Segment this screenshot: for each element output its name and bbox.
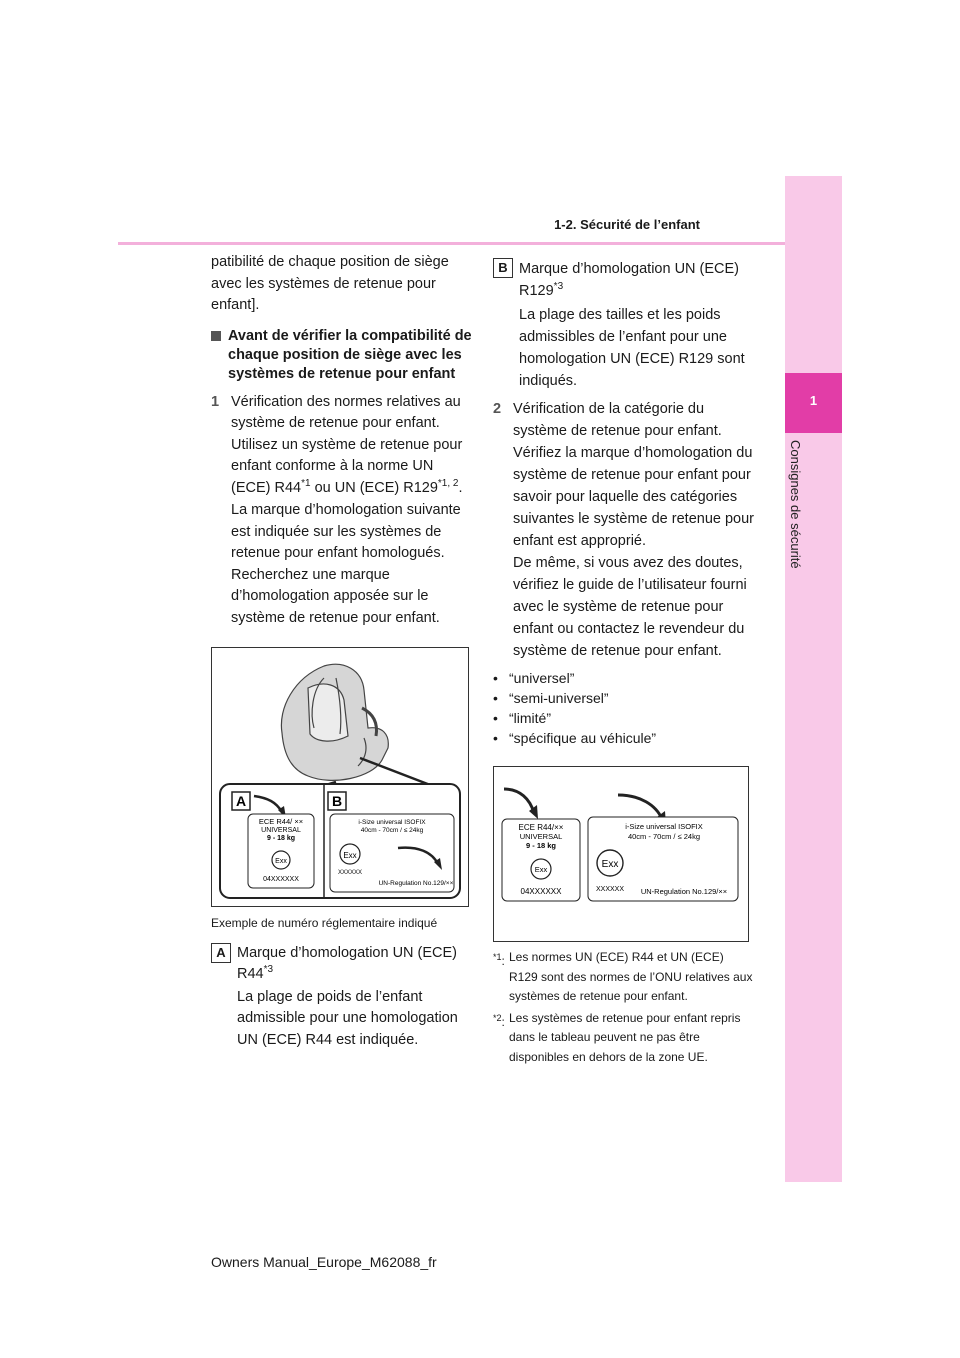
subheading-text: Avant de vérifier la compatibilité de chaque position de siège avec les systèmes de retenue pour enfant <box>228 327 472 382</box>
chapter-side-tab <box>785 176 842 1182</box>
mark-b-title: Marque d’homologation UN (ECE) R129 <box>519 261 740 299</box>
footnote-tag-text: *2 <box>493 1012 502 1023</box>
un-regulation: UN-Regulation No.129/×× <box>378 880 454 887</box>
child-seat-figure <box>211 647 469 907</box>
ece-line: UNIVERSAL <box>519 832 563 841</box>
section-title: 1-2. Sécurité de l’enfant <box>554 217 700 232</box>
mark-a-row <box>211 943 473 1052</box>
footnote-2 <box>493 1009 755 1068</box>
ece-code: 04XXXXXX <box>520 887 562 896</box>
step-line-part: ou UN (ECE) R129 <box>310 479 438 496</box>
step-line: De même, si vous avez des doutes, vérifiez le guide de l’utilisateur fourni avec le système de retenue pour enfant ou contactez le revendeur du système de retenue pour enfant. <box>513 555 747 659</box>
isize-line: 40cm - 70cm / ≤ 24kg <box>360 827 424 834</box>
isize-code: XXXXXX <box>337 870 363 876</box>
footnote-ref: *3 <box>263 964 274 975</box>
ece-line: 9 - 18 kg <box>525 841 557 850</box>
ece-line: 9 - 18 kg <box>266 835 296 842</box>
step-number: 2 <box>493 401 502 417</box>
subheading <box>211 327 473 384</box>
bullet-icon: • <box>493 690 498 706</box>
footnote-ref: *1 <box>301 477 311 489</box>
e-mark: Exx <box>601 859 619 870</box>
list-item <box>493 688 755 708</box>
right-column <box>493 258 755 1067</box>
step-line: Recherchez une marque d’homologation apposée sur le système de retenue pour enfant. <box>231 566 440 626</box>
footnote-tag: $^{*2}$: <box>493 1012 505 1029</box>
mark-b-body <box>519 258 755 392</box>
label-figure <box>493 766 749 942</box>
ece-line: ECE R44/×× <box>518 823 564 832</box>
isize-line: 40cm - 70cm / ≤ 24kg <box>627 832 701 841</box>
e-mark: Exx <box>275 858 287 865</box>
square-bullet-icon <box>211 331 221 341</box>
ece-line: ECE R44/ ×× <box>258 817 304 826</box>
footnote-text: Les systèmes de retenue pour enfant repris dans le tableau peuvent ne pas être disponibles en dehors de la zone UE. <box>509 1010 741 1064</box>
step-line: Vérification de la catégorie du système de retenue pour enfant. <box>513 401 722 439</box>
footnote-text: Les normes UN (ECE) R44 et UN (ECE) R129 sont des normes de l’ONU relatives aux systèmes de retenue pour enfant. <box>509 950 753 1003</box>
step-line: Vérification des normes relatives au système de retenue pour enfant. <box>231 393 461 431</box>
step-text <box>231 392 473 630</box>
arrow-icon <box>504 789 534 813</box>
label-b: B <box>331 793 343 809</box>
list-item-text: “limité” <box>509 710 551 726</box>
footnote-tag-text: *1 <box>493 952 502 962</box>
list-item <box>493 728 755 748</box>
step-2 <box>493 398 755 662</box>
figure-caption: Exemple de numéro réglementaire indiqué <box>211 916 438 930</box>
mark-a-line <box>237 943 473 987</box>
ece-line: UNIVERSAL <box>261 827 301 834</box>
footnote-tag: $^{*1}$: <box>493 952 505 968</box>
step-line-part: Utilisez un système de retenue pour enfant conforme à la norme UN (ECE) R44 <box>231 436 463 496</box>
isize-line: i-Size universal ISOFIX <box>358 819 426 826</box>
step-1 <box>211 392 473 630</box>
mark-a-body <box>237 943 473 1052</box>
e-mark: Exx <box>343 851 357 860</box>
list-item <box>493 708 755 728</box>
chapter-title: Consignes de sécurité <box>788 440 803 569</box>
step-line: La marque d’homologation suivante est indiquée sur les systèmes de retenue pour enfant homologués. <box>231 502 461 561</box>
mark-b-box: B <box>493 258 513 278</box>
arrow-icon <box>618 795 662 819</box>
footer-doc-id: Owners Manual_Europe_M62088_fr <box>211 1254 437 1270</box>
isize-line: i-Size universal ISOFIX <box>625 822 703 831</box>
category-list <box>493 668 755 748</box>
child-seat-illustration <box>212 648 468 906</box>
mark-b-description: La plage des tailles et les poids admissibles de l’enfant pour une homologation UN (ECE) R129 sont indiqués. <box>519 307 745 389</box>
step-text <box>513 398 755 662</box>
list-item-text: “semi-universel” <box>509 690 609 706</box>
approval-labels-illustration <box>494 767 748 941</box>
mark-a-box: A <box>211 943 231 963</box>
chapter-number: 1 <box>809 393 818 408</box>
footnote-1 <box>493 948 755 1007</box>
left-column <box>211 252 473 1051</box>
step-line <box>231 435 473 501</box>
step-line-part: . <box>458 479 463 496</box>
lead-paragraph: patibilité de chaque position de siège avec les systèmes de retenue pour enfant]. <box>211 254 449 313</box>
ece-code: 04XXXXXX <box>263 876 299 883</box>
list-item-text: “spécifique au véhicule” <box>509 730 657 746</box>
mark-a-title: Marque d’homologation UN (ECE) R44 <box>237 944 458 982</box>
e-mark: Exx <box>534 865 548 874</box>
isize-code: XXXXXX <box>595 886 625 893</box>
un-regulation: UN-Regulation No.129/×× <box>640 887 728 896</box>
list-item-text: “universel” <box>509 670 575 686</box>
mark-a-description: La plage de poids de l’enfant admissible pour une homologation UN (ECE) R44 est indiquée. <box>237 988 458 1048</box>
mark-b-line <box>519 258 755 304</box>
header-divider <box>118 242 842 245</box>
label-a: A <box>235 793 247 809</box>
mark-b-row <box>493 258 755 392</box>
bullet-icon: • <box>493 710 498 726</box>
bullet-icon: • <box>493 670 498 686</box>
list-item <box>493 668 755 688</box>
footnote-ref: *1, 2 <box>437 477 459 489</box>
step-number: 1 <box>211 393 220 410</box>
step-line: Vérifiez la marque d’homologation du système de retenue pour enfant pour savoir pour laquelle des catégories suivantes le système de retenue pour enfant est approprié. <box>513 445 754 549</box>
footnote-ref: *3 <box>553 281 564 292</box>
bullet-icon: • <box>493 730 498 746</box>
